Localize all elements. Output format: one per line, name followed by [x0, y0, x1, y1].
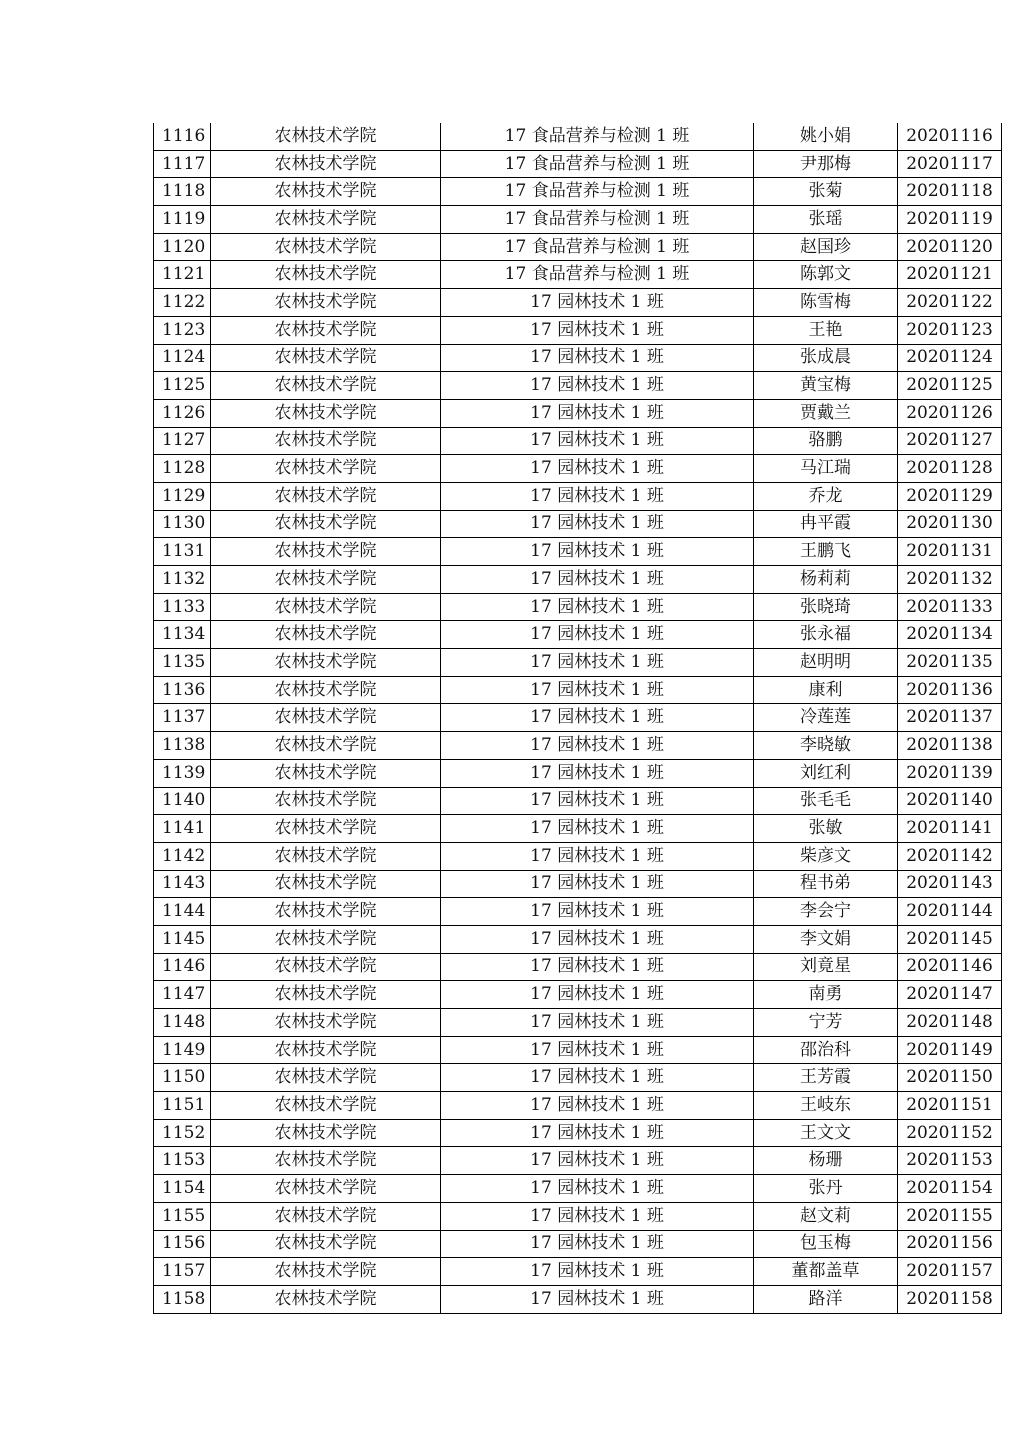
student-name-cell: 康利 [754, 676, 898, 704]
table-row [154, 316, 1002, 344]
serial-number-cell: 1135 [154, 649, 211, 677]
student-id-cell: 20201117 [898, 150, 1002, 178]
table-row [154, 898, 1002, 926]
college-cell: 农林技术学院 [211, 621, 441, 649]
class-cell: 17 园林技术 1 班 [441, 1036, 754, 1064]
serial-number-cell: 1121 [154, 261, 211, 289]
class-cell: 17 园林技术 1 班 [441, 1202, 754, 1230]
student-id-cell: 20201145 [898, 925, 1002, 953]
table-row [154, 150, 1002, 178]
class-cell: 17 园林技术 1 班 [441, 787, 754, 815]
student-name-cell: 赵文莉 [754, 1202, 898, 1230]
class-cell: 17 园林技术 1 班 [441, 427, 754, 455]
college-cell: 农林技术学院 [211, 953, 441, 981]
college-cell: 农林技术学院 [211, 510, 441, 538]
college-cell: 农林技术学院 [211, 1285, 441, 1313]
serial-number-cell: 1156 [154, 1230, 211, 1258]
student-id-cell: 20201150 [898, 1064, 1002, 1092]
college-cell: 农林技术学院 [211, 1202, 441, 1230]
class-cell: 17 食品营养与检测 1 班 [441, 150, 754, 178]
table-row [154, 510, 1002, 538]
college-cell: 农林技术学院 [211, 981, 441, 1009]
student-id-cell: 20201123 [898, 316, 1002, 344]
student-name-cell: 乔龙 [754, 482, 898, 510]
student-name-cell: 赵国珍 [754, 233, 898, 261]
student-id-cell: 20201136 [898, 676, 1002, 704]
table-row [154, 1230, 1002, 1258]
college-cell: 农林技术学院 [211, 1064, 441, 1092]
student-name-cell: 杨珊 [754, 1147, 898, 1175]
student-name-cell: 路洋 [754, 1285, 898, 1313]
student-name-cell: 张丹 [754, 1175, 898, 1203]
serial-number-cell: 1116 [154, 123, 211, 150]
college-cell: 农林技术学院 [211, 316, 441, 344]
student-name-cell: 程书弟 [754, 870, 898, 898]
class-cell: 17 园林技术 1 班 [441, 1258, 754, 1286]
college-cell: 农林技术学院 [211, 759, 441, 787]
student-id-cell: 20201149 [898, 1036, 1002, 1064]
table-row [154, 981, 1002, 1009]
table-row [154, 925, 1002, 953]
table-row [154, 1119, 1002, 1147]
college-cell: 农林技术学院 [211, 150, 441, 178]
serial-number-cell: 1153 [154, 1147, 211, 1175]
table-row [154, 593, 1002, 621]
class-cell: 17 园林技术 1 班 [441, 1230, 754, 1258]
table-row [154, 455, 1002, 483]
student-id-cell: 20201141 [898, 815, 1002, 843]
class-cell: 17 园林技术 1 班 [441, 732, 754, 760]
student-id-cell: 20201116 [898, 123, 1002, 150]
college-cell: 农林技术学院 [211, 1119, 441, 1147]
college-cell: 农林技术学院 [211, 1147, 441, 1175]
serial-number-cell: 1127 [154, 427, 211, 455]
serial-number-cell: 1151 [154, 1092, 211, 1120]
student-name-cell: 陈郭文 [754, 261, 898, 289]
class-cell: 17 食品营养与检测 1 班 [441, 178, 754, 206]
student-name-cell: 王芳霞 [754, 1064, 898, 1092]
table-row [154, 538, 1002, 566]
college-cell: 农林技术学院 [211, 815, 441, 843]
table-row [154, 704, 1002, 732]
college-cell: 农林技术学院 [211, 842, 441, 870]
student-id-cell: 20201138 [898, 732, 1002, 760]
student-id-cell: 20201157 [898, 1258, 1002, 1286]
table-row [154, 344, 1002, 372]
college-cell: 农林技术学院 [211, 427, 441, 455]
table-row [154, 1258, 1002, 1286]
table-row [154, 953, 1002, 981]
class-cell: 17 园林技术 1 班 [441, 870, 754, 898]
serial-number-cell: 1130 [154, 510, 211, 538]
serial-number-cell: 1122 [154, 289, 211, 317]
table-row [154, 732, 1002, 760]
student-id-cell: 20201158 [898, 1285, 1002, 1313]
college-cell: 农林技术学院 [211, 870, 441, 898]
table-row [154, 566, 1002, 594]
table-row [154, 261, 1002, 289]
college-cell: 农林技术学院 [211, 372, 441, 400]
class-cell: 17 食品营养与检测 1 班 [441, 206, 754, 234]
student-name-cell: 冉平霞 [754, 510, 898, 538]
class-cell: 17 园林技术 1 班 [441, 1147, 754, 1175]
student-id-cell: 20201127 [898, 427, 1002, 455]
student-id-cell: 20201119 [898, 206, 1002, 234]
serial-number-cell: 1120 [154, 233, 211, 261]
class-cell: 17 园林技术 1 班 [441, 289, 754, 317]
student-name-cell: 张敏 [754, 815, 898, 843]
table-row [154, 289, 1002, 317]
table-row [154, 759, 1002, 787]
class-cell: 17 园林技术 1 班 [441, 566, 754, 594]
table-row [154, 372, 1002, 400]
student-name-cell: 骆鹏 [754, 427, 898, 455]
student-name-cell: 赵明明 [754, 649, 898, 677]
student-id-cell: 20201142 [898, 842, 1002, 870]
student-name-cell: 马江瑞 [754, 455, 898, 483]
class-cell: 17 园林技术 1 班 [441, 981, 754, 1009]
student-id-cell: 20201155 [898, 1202, 1002, 1230]
student-id-cell: 20201139 [898, 759, 1002, 787]
class-cell: 17 园林技术 1 班 [441, 1092, 754, 1120]
table-row [154, 399, 1002, 427]
table-row [154, 621, 1002, 649]
class-cell: 17 园林技术 1 班 [441, 538, 754, 566]
class-cell: 17 园林技术 1 班 [441, 1119, 754, 1147]
student-id-cell: 20201133 [898, 593, 1002, 621]
college-cell: 农林技术学院 [211, 1230, 441, 1258]
student-name-cell: 李文娟 [754, 925, 898, 953]
serial-number-cell: 1144 [154, 898, 211, 926]
student-id-cell: 20201154 [898, 1175, 1002, 1203]
table-row [154, 676, 1002, 704]
college-cell: 农林技术学院 [211, 538, 441, 566]
class-cell: 17 园林技术 1 班 [441, 898, 754, 926]
class-cell: 17 园林技术 1 班 [441, 704, 754, 732]
student-id-cell: 20201131 [898, 538, 1002, 566]
class-cell: 17 园林技术 1 班 [441, 482, 754, 510]
college-cell: 农林技术学院 [211, 289, 441, 317]
student-id-cell: 20201121 [898, 261, 1002, 289]
table-row [154, 178, 1002, 206]
college-cell: 农林技术学院 [211, 593, 441, 621]
class-cell: 17 食品营养与检测 1 班 [441, 233, 754, 261]
serial-number-cell: 1118 [154, 178, 211, 206]
serial-number-cell: 1152 [154, 1119, 211, 1147]
table-row [154, 233, 1002, 261]
college-cell: 农林技术学院 [211, 482, 441, 510]
student-name-cell: 王文文 [754, 1119, 898, 1147]
serial-number-cell: 1157 [154, 1258, 211, 1286]
student-id-cell: 20201126 [898, 399, 1002, 427]
student-name-cell: 李晓敏 [754, 732, 898, 760]
student-name-cell: 黄宝梅 [754, 372, 898, 400]
serial-number-cell: 1158 [154, 1285, 211, 1313]
college-cell: 农林技术学院 [211, 1036, 441, 1064]
class-cell: 17 园林技术 1 班 [441, 1285, 754, 1313]
student-name-cell: 陈雪梅 [754, 289, 898, 317]
student-name-cell: 姚小娟 [754, 123, 898, 150]
student-id-cell: 20201129 [898, 482, 1002, 510]
table-row [154, 1009, 1002, 1037]
table-row [154, 1147, 1002, 1175]
student-id-cell: 20201124 [898, 344, 1002, 372]
serial-number-cell: 1150 [154, 1064, 211, 1092]
student-id-cell: 20201128 [898, 455, 1002, 483]
college-cell: 农林技术学院 [211, 649, 441, 677]
serial-number-cell: 1123 [154, 316, 211, 344]
class-cell: 17 园林技术 1 班 [441, 1175, 754, 1203]
class-cell: 17 园林技术 1 班 [441, 621, 754, 649]
class-cell: 17 园林技术 1 班 [441, 925, 754, 953]
serial-number-cell: 1119 [154, 206, 211, 234]
serial-number-cell: 1140 [154, 787, 211, 815]
student-name-cell: 李会宁 [754, 898, 898, 926]
class-cell: 17 园林技术 1 班 [441, 455, 754, 483]
student-id-cell: 20201132 [898, 566, 1002, 594]
serial-number-cell: 1148 [154, 1009, 211, 1037]
table-row [154, 1175, 1002, 1203]
student-id-cell: 20201147 [898, 981, 1002, 1009]
serial-number-cell: 1124 [154, 344, 211, 372]
class-cell: 17 园林技术 1 班 [441, 1009, 754, 1037]
table-row [154, 1092, 1002, 1120]
class-cell: 17 园林技术 1 班 [441, 676, 754, 704]
table-row [154, 649, 1002, 677]
class-cell: 17 园林技术 1 班 [441, 510, 754, 538]
college-cell: 农林技术学院 [211, 1009, 441, 1037]
student-name-cell: 邵治科 [754, 1036, 898, 1064]
class-cell: 17 园林技术 1 班 [441, 815, 754, 843]
serial-number-cell: 1136 [154, 676, 211, 704]
class-cell: 17 园林技术 1 班 [441, 316, 754, 344]
college-cell: 农林技术学院 [211, 1175, 441, 1203]
serial-number-cell: 1154 [154, 1175, 211, 1203]
student-id-cell: 20201125 [898, 372, 1002, 400]
serial-number-cell: 1142 [154, 842, 211, 870]
serial-number-cell: 1117 [154, 150, 211, 178]
college-cell: 农林技术学院 [211, 1092, 441, 1120]
student-id-cell: 20201146 [898, 953, 1002, 981]
class-cell: 17 园林技术 1 班 [441, 344, 754, 372]
serial-number-cell: 1147 [154, 981, 211, 1009]
student-name-cell: 董都盖草 [754, 1258, 898, 1286]
student-name-cell: 张瑶 [754, 206, 898, 234]
student-id-cell: 20201153 [898, 1147, 1002, 1175]
student-name-cell: 张永福 [754, 621, 898, 649]
serial-number-cell: 1133 [154, 593, 211, 621]
college-cell: 农林技术学院 [211, 898, 441, 926]
student-name-cell: 张毛毛 [754, 787, 898, 815]
student-name-cell: 柴彦文 [754, 842, 898, 870]
class-cell: 17 园林技术 1 班 [441, 953, 754, 981]
college-cell: 农林技术学院 [211, 206, 441, 234]
student-name-cell: 刘红利 [754, 759, 898, 787]
student-id-cell: 20201143 [898, 870, 1002, 898]
student-name-cell: 张晓琦 [754, 593, 898, 621]
student-id-cell: 20201122 [898, 289, 1002, 317]
student-table-body [154, 123, 1002, 1313]
student-name-cell: 王岐东 [754, 1092, 898, 1120]
table-row [154, 842, 1002, 870]
student-name-cell: 张成晨 [754, 344, 898, 372]
student-name-cell: 张菊 [754, 178, 898, 206]
class-cell: 17 食品营养与检测 1 班 [441, 123, 754, 150]
college-cell: 农林技术学院 [211, 344, 441, 372]
class-cell: 17 食品营养与检测 1 班 [441, 261, 754, 289]
table-row [154, 1064, 1002, 1092]
student-name-cell: 贾戴兰 [754, 399, 898, 427]
college-cell: 农林技术学院 [211, 455, 441, 483]
student-id-cell: 20201148 [898, 1009, 1002, 1037]
student-name-cell: 王鹏飞 [754, 538, 898, 566]
student-id-cell: 20201140 [898, 787, 1002, 815]
table-row [154, 870, 1002, 898]
class-cell: 17 园林技术 1 班 [441, 1064, 754, 1092]
table-row [154, 787, 1002, 815]
class-cell: 17 园林技术 1 班 [441, 593, 754, 621]
student-name-cell: 王艳 [754, 316, 898, 344]
college-cell: 农林技术学院 [211, 233, 441, 261]
class-cell: 17 园林技术 1 班 [441, 372, 754, 400]
serial-number-cell: 1126 [154, 399, 211, 427]
student-name-cell: 杨莉莉 [754, 566, 898, 594]
college-cell: 农林技术学院 [211, 399, 441, 427]
class-cell: 17 园林技术 1 班 [441, 759, 754, 787]
serial-number-cell: 1155 [154, 1202, 211, 1230]
student-id-cell: 20201135 [898, 649, 1002, 677]
college-cell: 农林技术学院 [211, 704, 441, 732]
table-row [154, 206, 1002, 234]
student-name-cell: 包玉梅 [754, 1230, 898, 1258]
table-row [154, 123, 1002, 150]
student-id-cell: 20201156 [898, 1230, 1002, 1258]
student-id-cell: 20201134 [898, 621, 1002, 649]
student-id-cell: 20201120 [898, 233, 1002, 261]
serial-number-cell: 1129 [154, 482, 211, 510]
student-id-cell: 20201151 [898, 1092, 1002, 1120]
college-cell: 农林技术学院 [211, 925, 441, 953]
serial-number-cell: 1138 [154, 732, 211, 760]
class-cell: 17 园林技术 1 班 [441, 842, 754, 870]
table-row [154, 482, 1002, 510]
serial-number-cell: 1145 [154, 925, 211, 953]
student-id-cell: 20201152 [898, 1119, 1002, 1147]
student-name-cell: 南勇 [754, 981, 898, 1009]
student-name-cell: 宁芳 [754, 1009, 898, 1037]
college-cell: 农林技术学院 [211, 787, 441, 815]
serial-number-cell: 1143 [154, 870, 211, 898]
serial-number-cell: 1134 [154, 621, 211, 649]
class-cell: 17 园林技术 1 班 [441, 649, 754, 677]
serial-number-cell: 1131 [154, 538, 211, 566]
college-cell: 农林技术学院 [211, 261, 441, 289]
table-row [154, 1036, 1002, 1064]
student-id-cell: 20201118 [898, 178, 1002, 206]
serial-number-cell: 1128 [154, 455, 211, 483]
college-cell: 农林技术学院 [211, 1258, 441, 1286]
serial-number-cell: 1139 [154, 759, 211, 787]
student-name-cell: 尹那梅 [754, 150, 898, 178]
college-cell: 农林技术学院 [211, 123, 441, 150]
student-id-cell: 20201144 [898, 898, 1002, 926]
serial-number-cell: 1149 [154, 1036, 211, 1064]
serial-number-cell: 1137 [154, 704, 211, 732]
serial-number-cell: 1146 [154, 953, 211, 981]
table-row [154, 1285, 1002, 1313]
table-row [154, 1202, 1002, 1230]
college-cell: 农林技术学院 [211, 676, 441, 704]
student-table [153, 123, 1002, 1314]
table-row [154, 815, 1002, 843]
class-cell: 17 园林技术 1 班 [441, 399, 754, 427]
serial-number-cell: 1141 [154, 815, 211, 843]
student-name-cell: 冷莲莲 [754, 704, 898, 732]
college-cell: 农林技术学院 [211, 732, 441, 760]
college-cell: 农林技术学院 [211, 178, 441, 206]
student-id-cell: 20201137 [898, 704, 1002, 732]
serial-number-cell: 1132 [154, 566, 211, 594]
student-name-cell: 刘竟星 [754, 953, 898, 981]
student-id-cell: 20201130 [898, 510, 1002, 538]
serial-number-cell: 1125 [154, 372, 211, 400]
table-row [154, 427, 1002, 455]
college-cell: 农林技术学院 [211, 566, 441, 594]
